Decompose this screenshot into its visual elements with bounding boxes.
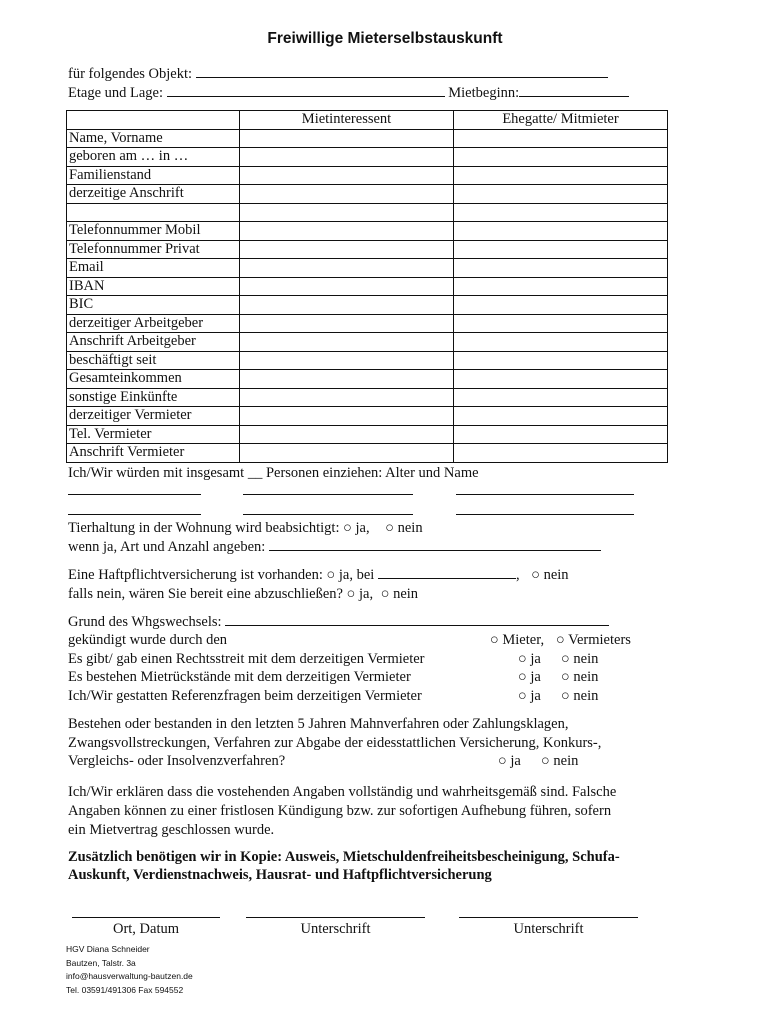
- spouse-cell[interactable]: [454, 296, 668, 315]
- applicant-cell[interactable]: [240, 444, 454, 463]
- floor-input-line[interactable]: [167, 84, 445, 97]
- proceedings-line-2: Zwangsvollstreckungen, Verfahren zur Abgabe der eidesstattlichen Versicherung, Konkurs-,: [68, 735, 602, 751]
- place-date-label: Ort, Datum: [112, 921, 180, 937]
- row-label: Email: [67, 259, 240, 278]
- table-row: [67, 370, 668, 389]
- pets-details-row: [68, 538, 601, 556]
- object-input-line[interactable]: [196, 65, 608, 78]
- signature-1-label: Unterschrift: [300, 921, 371, 937]
- applicant-cell[interactable]: [240, 296, 454, 315]
- person-line-2a[interactable]: [68, 514, 201, 515]
- table-row: [67, 314, 668, 333]
- spouse-cell[interactable]: [454, 259, 668, 278]
- required-docs-line-1: Zusätzlich benötigen wir in Kopie: Ausweis, Mietschuldenfreiheitsbescheinigung, Schufa-: [68, 849, 620, 865]
- arrears-yes[interactable]: ○ ja: [518, 669, 541, 685]
- person-line-1b[interactable]: [243, 494, 413, 495]
- applicant-cell[interactable]: [240, 166, 454, 185]
- reference-question: Ich/Wir gestatten Referenzfragen beim derzeitigen Vermieter: [68, 688, 422, 704]
- insurance-no-option[interactable]: ○ nein: [531, 567, 569, 583]
- spouse-cell[interactable]: [454, 129, 668, 148]
- move-reason-line[interactable]: [225, 613, 609, 626]
- table-header-empty: [67, 111, 240, 130]
- applicant-cell[interactable]: [240, 277, 454, 296]
- footer-phone: Tel. 03591/491306 Fax 594552: [66, 984, 184, 995]
- terminated-tenant-option[interactable]: ○ Mieter,: [490, 632, 545, 648]
- row-label: Name, Vorname: [67, 129, 240, 148]
- table-row: [67, 333, 668, 352]
- table-row: [67, 203, 668, 222]
- signature-1[interactable]: [246, 917, 425, 938]
- table-row: [67, 388, 668, 407]
- applicant-cell[interactable]: [240, 148, 454, 167]
- signature-2-label: Unterschrift: [513, 921, 584, 937]
- spouse-cell[interactable]: [454, 148, 668, 167]
- litigation-yes[interactable]: ○ ja: [518, 651, 541, 667]
- move-reason-row: [68, 613, 609, 631]
- pets-details-label: wenn ja, Art und Anzahl angeben:: [68, 539, 266, 555]
- row-label: Anschrift Vermieter: [67, 444, 240, 463]
- row-label: derzeitige Anschrift: [67, 185, 240, 204]
- object-label: für folgendes Objekt:: [68, 66, 193, 82]
- table-header-spouse: Ehegatte/ Mitmieter: [454, 111, 668, 130]
- table-header-row: [67, 111, 668, 130]
- floor-label: Etage und Lage:: [68, 85, 164, 101]
- litigation-question: Es gibt/ gab einen Rechtsstreit mit dem derzeitigen Vermieter: [68, 651, 425, 667]
- insurance-followup-no[interactable]: ○ nein: [380, 586, 419, 602]
- rent-start-label: Mietbeginn:: [448, 85, 520, 101]
- applicant-cell[interactable]: [240, 185, 454, 204]
- table-row: [67, 166, 668, 185]
- table-row: [67, 185, 668, 204]
- row-label: beschäftigt seit: [67, 351, 240, 370]
- terminated-landlord-option[interactable]: ○ Vermieters: [556, 632, 631, 648]
- table-row: [67, 129, 668, 148]
- terminated-label: gekündigt wurde durch den: [68, 632, 228, 648]
- declaration-line-2: Angaben können zu einer fristlosen Kündigung bzw. zur sofortigen Aufhebung führen, sofern: [68, 803, 612, 819]
- row-label: Gesamteinkommen: [67, 370, 240, 389]
- table-body: [67, 129, 668, 462]
- required-docs-line-2: Auskunft, Verdienstnachweis, Hausrat- und Haftpflichtversicherung: [68, 867, 492, 883]
- applicant-cell[interactable]: [240, 259, 454, 278]
- row-label: Telefonnummer Mobil: [67, 222, 240, 241]
- row-label: Anschrift Arbeitgeber: [67, 333, 240, 352]
- row-label: geboren am … in …: [67, 148, 240, 167]
- applicant-table: [66, 110, 668, 463]
- spouse-cell[interactable]: [454, 370, 668, 389]
- footer-email[interactable]: info@hausverwaltung-bautzen.de: [66, 971, 193, 981]
- person-line-1c[interactable]: [456, 494, 634, 495]
- table-row: [67, 277, 668, 296]
- page-title: Freiwillige Mieterselbstauskunft: [267, 30, 503, 47]
- table-row: [67, 425, 668, 444]
- persons-text: Ich/Wir würden mit insgesamt __ Personen einziehen: Alter und Name: [68, 465, 479, 481]
- table-row: [67, 444, 668, 463]
- spouse-cell[interactable]: [454, 388, 668, 407]
- insurance-question: Eine Haftpflichtversicherung ist vorhanden: ○ ja, bei: [68, 567, 375, 583]
- place-date-signature[interactable]: [72, 917, 220, 938]
- rent-start-input-line[interactable]: [519, 84, 629, 97]
- applicant-cell[interactable]: [240, 240, 454, 259]
- row-label: sonstige Einkünfte: [67, 388, 240, 407]
- spouse-cell[interactable]: [454, 314, 668, 333]
- applicant-cell[interactable]: [240, 222, 454, 241]
- applicant-cell[interactable]: [240, 407, 454, 426]
- spouse-cell[interactable]: [454, 185, 668, 204]
- row-label: Tel. Vermieter: [67, 425, 240, 444]
- floor-row: [68, 84, 629, 102]
- litigation-no[interactable]: ○ nein: [561, 651, 599, 667]
- applicant-cell[interactable]: [240, 203, 454, 222]
- declaration-line-3: ein Mietvertrag geschlossen wurde.: [68, 822, 275, 838]
- table-row: [67, 240, 668, 259]
- row-label: derzeitiger Arbeitgeber: [67, 314, 240, 333]
- proceedings-line-1: Bestehen oder bestanden in den letzten 5 Jahren Mahnverfahren oder Zahlungsklagen,: [68, 716, 569, 732]
- applicant-cell[interactable]: [240, 129, 454, 148]
- proceedings-yes[interactable]: ○ ja: [498, 753, 521, 769]
- declaration-line-1: Ich/Wir erklären dass die vostehenden Angaben vollständig und wahrheitsgemäß sind. Falsche: [68, 784, 617, 800]
- arrears-no[interactable]: ○ nein: [561, 669, 599, 685]
- footer-address: Bautzen, Talstr. 3a: [66, 957, 136, 968]
- spouse-cell[interactable]: [454, 407, 668, 426]
- signature-2[interactable]: [459, 917, 638, 938]
- spouse-cell[interactable]: [454, 425, 668, 444]
- row-label: derzeitiger Vermieter: [67, 407, 240, 426]
- row-label: Telefonnummer Privat: [67, 240, 240, 259]
- applicant-cell[interactable]: [240, 425, 454, 444]
- footer-company: HGV Diana Schneider: [66, 944, 150, 954]
- table-row: [67, 148, 668, 167]
- person-line-2b[interactable]: [243, 514, 413, 515]
- insurance-row: [68, 566, 569, 584]
- spouse-cell[interactable]: [454, 222, 668, 241]
- insurance-comma: ,: [515, 567, 520, 583]
- applicant-cell[interactable]: [240, 351, 454, 370]
- table-row: [67, 296, 668, 315]
- insurance-followup: falls nein, wären Sie bereit eine abzuschließen? ○ ja,: [68, 586, 374, 602]
- person-line-1a[interactable]: [68, 494, 201, 495]
- insurance-followup-row: [68, 585, 418, 603]
- row-label: BIC: [67, 296, 240, 315]
- table-row: [67, 222, 668, 241]
- applicant-cell[interactable]: [240, 333, 454, 352]
- table-row: [67, 259, 668, 278]
- spouse-cell[interactable]: [454, 444, 668, 463]
- proceedings-line-3: Vergleichs- oder Insolvenzverfahren?: [68, 753, 286, 769]
- spouse-cell[interactable]: [454, 166, 668, 185]
- insurance-provider-line[interactable]: [378, 566, 516, 579]
- move-reason-label: Grund des Whgswechsels:: [68, 614, 222, 630]
- table-header-applicant: Mietinteressent: [240, 111, 454, 130]
- arrears-question: Es bestehen Mietrückstände mit dem derzeitigen Vermieter: [68, 669, 411, 685]
- row-label: [67, 203, 240, 222]
- reference-no[interactable]: ○ nein: [561, 688, 599, 704]
- table-row: [67, 407, 668, 426]
- pets-row: [68, 519, 423, 537]
- proceedings-no[interactable]: ○ nein: [541, 753, 579, 769]
- spouse-cell[interactable]: [454, 240, 668, 259]
- pets-question: Tierhaltung in der Wohnung wird beabsichtigt: ○ ja,: [68, 520, 370, 536]
- reference-yes[interactable]: ○ ja: [518, 688, 541, 704]
- spouse-cell[interactable]: [454, 203, 668, 222]
- applicant-cell[interactable]: [240, 370, 454, 389]
- row-label: IBAN: [67, 277, 240, 296]
- applicant-cell[interactable]: [240, 314, 454, 333]
- row-label: Familienstand: [67, 166, 240, 185]
- pets-details-line[interactable]: [269, 538, 601, 551]
- person-line-2c[interactable]: [456, 514, 634, 515]
- table-row: [67, 351, 668, 370]
- spouse-cell[interactable]: [454, 351, 668, 370]
- spouse-cell[interactable]: [454, 333, 668, 352]
- applicant-cell[interactable]: [240, 388, 454, 407]
- footer: [66, 943, 193, 997]
- object-row: [68, 65, 608, 83]
- pets-no-option[interactable]: ○ nein: [385, 520, 423, 536]
- spouse-cell[interactable]: [454, 277, 668, 296]
